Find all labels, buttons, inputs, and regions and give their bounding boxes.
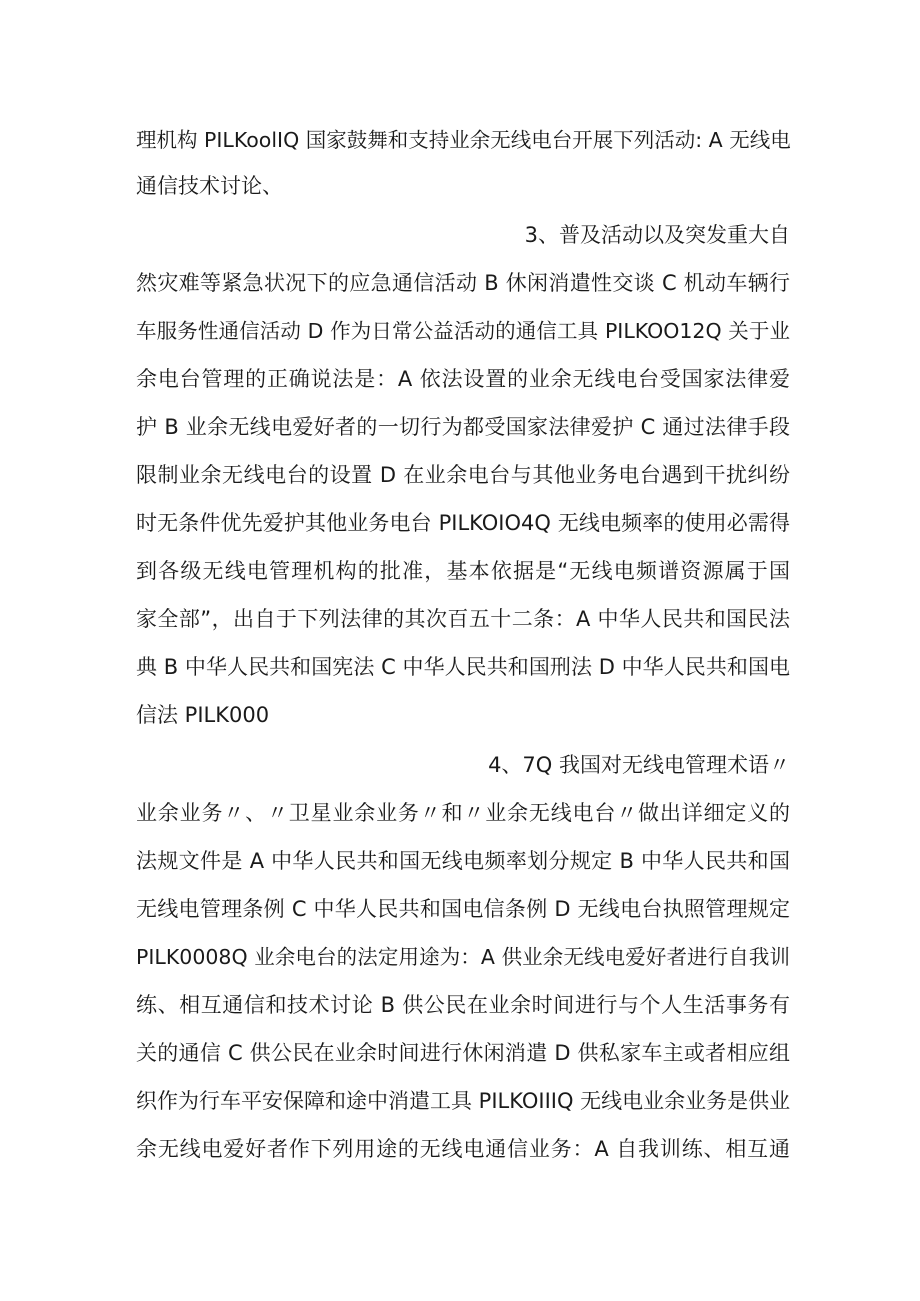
paragraph-line: 到各级无线电管理机构的批准，基本依据是“无线电频谱资源属于国 xyxy=(136,559,790,583)
paragraph-line: 车服务性通信活动 D 作为日常公益活动的通信工具 PILKOO12Q 关于业 xyxy=(136,319,790,343)
paragraph-line: 4、7Q 我国对无线电管理术语〃 xyxy=(488,753,790,777)
paragraph-line: 3、普及活动以及突发重大自 xyxy=(524,223,790,247)
paragraph-line: 时无条件优先爱护其他业务电台 PILKOIO4Q 无线电频率的使用必需得 xyxy=(136,511,790,535)
paragraph-line: 法规文件是 A 中华人民共和国无线电频率划分规定 B 中华人民共和国 xyxy=(136,849,790,873)
paragraph-line: 业余业务〃、〃卫星业余业务〃和〃业余无线电台〃做出详细定义的 xyxy=(136,801,790,825)
paragraph-line: PILK0008Q 业余电台的法定用途为：A 供业余无线电爱好者进行自我训 xyxy=(136,945,790,969)
paragraph-line: 信法 PILK000 xyxy=(136,703,270,727)
paragraph-line: 家全部”，出自于下列法律的其次百五十二条：A 中华人民共和国民法 xyxy=(136,607,790,631)
paragraph-line: 限制业余无线电台的设置 D 在业余电台与其他业务电台遇到干扰纠纷 xyxy=(136,463,790,487)
paragraph-line: 练、相互通信和技术讨论 B 供公民在业余时间进行与个人生活事务有 xyxy=(136,993,790,1017)
paragraph-line: 典 B 中华人民共和国宪法 C 中华人民共和国刑法 D 中华人民共和国电 xyxy=(136,655,790,679)
paragraph-line: 余电台管理的正确说法是：A 依法设置的业余无线电台受国家法律爱 xyxy=(136,367,790,391)
paragraph-line: 然灾难等紧急状况下的应急通信活动 B 休闲消遣性交谈 C 机动车辆行 xyxy=(136,271,790,295)
paragraph-line: 通信技术讨论、 xyxy=(136,174,283,198)
paragraph-line: 余无线电爱好者作下列用途的无线电通信业务：A 自我训练、相互通 xyxy=(136,1137,790,1161)
paragraph-line: 无线电管理条例 C 中华人民共和国电信条例 D 无线电台执照管理规定 xyxy=(136,897,790,921)
paragraph-line: 关的通信 C 供公民在业余时间进行休闲消遣 D 供私家车主或者相应组 xyxy=(136,1041,790,1065)
paragraph-line: 理机构 PILKoolIQ 国家鼓舞和支持业余无线电台开展下列活动: A 无线电 xyxy=(136,128,791,152)
paragraph-line: 织作为行车平安保障和途中消遣工具 PILKOIIIQ 无线电业余业务是供业 xyxy=(136,1089,791,1113)
paragraph-line: 护 B 业余无线电爱好者的一切行为都受国家法律爱护 C 通过法律手段 xyxy=(136,415,790,439)
